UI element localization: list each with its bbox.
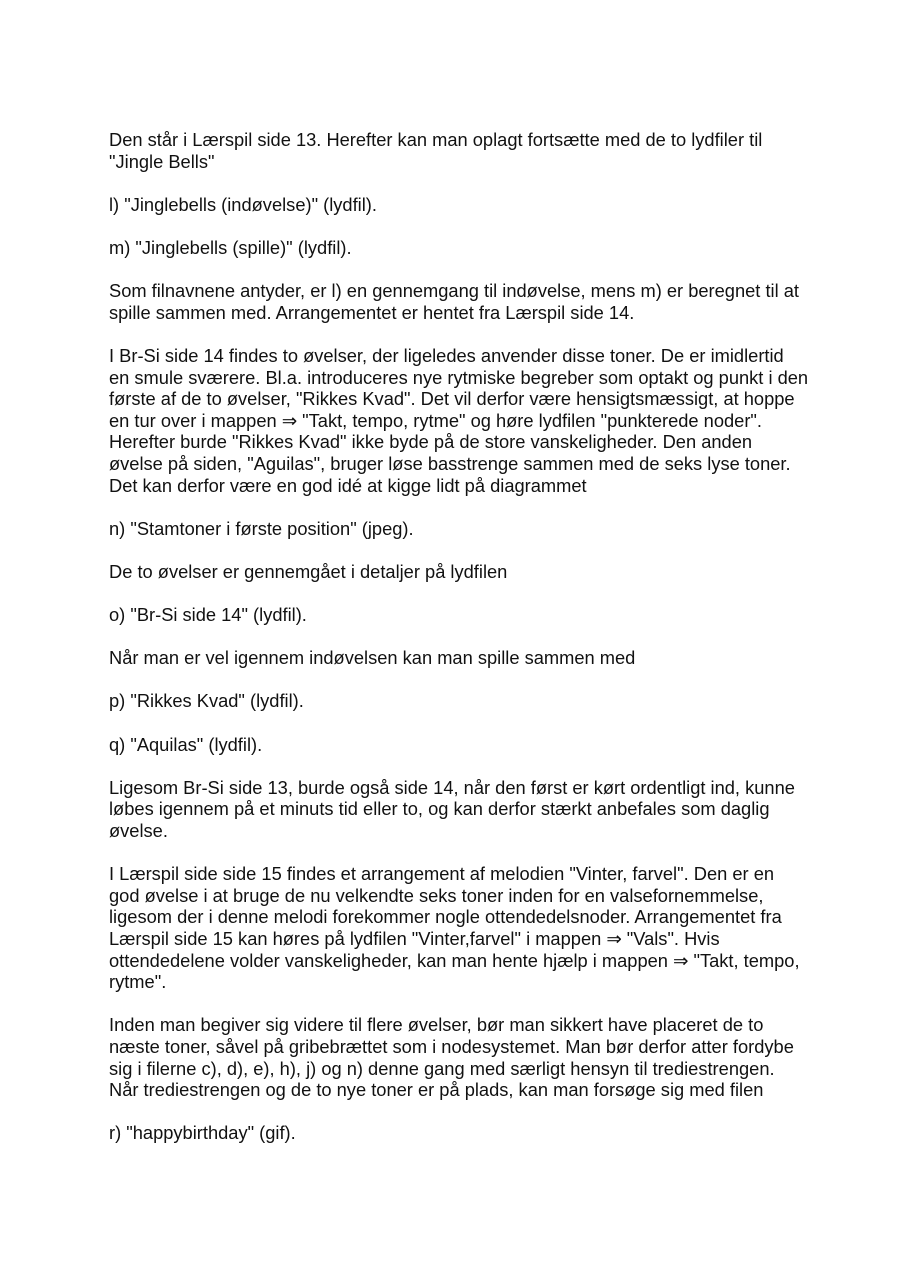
paragraph-br-si-14: I Br-Si side 14 findes to øvelser, der ligeledes anvender disse toner. De er imidlertid en smule sværere. Bl.a. introduceres nye rytmiske begreber som optakt og punkt i den første af de to øvelser, "Rikkes Kvad". Det vil derfor være hensigtsmæssigt, at hoppe en tur over i mappen ⇒ "Takt, tempo, rytme" og høre lydfilen "punkterede noder". Herefter burde "Rikkes Kvad" ikke byde på de store vanskeligheder. Den anden øvelse på siden, "Aguilas", bruger løse basstrenge sammen med de seks lyse toner. Det kan derfor være en god idé at kigge lidt på diagrammet (109, 344, 809, 496)
document-body (109, 129, 809, 1166)
paragraph-play-along: Når man er vel igennem indøvelsen kan man spille sammen med (109, 647, 636, 669)
list-item-q: q) "Aquilas" (lydfil). (109, 733, 263, 755)
paragraph-vinter-farvel: I Lærspil side side 15 findes et arrangement af melodien "Vinter, farvel". Den er en god øvelse i at bruge de nu velkendte seks toner inden for en valsefornemmelse, ligesom der i denne melodi forekommer nogle ottendedelsnoder. Arrangementet fra Lærspil side 15 kan høres på lydfilen "Vinter,farvel" i mappen ⇒ "Vals". Hvis ottendedelene volder vanskeligheder, kan man hente hjælp i mappen ⇒ "Takt, tempo, rytme". (109, 863, 800, 993)
list-item-p: p) "Rikkes Kvad" (lydfil). (109, 690, 304, 712)
paragraph-filenames: Som filnavnene antyder, er l) en gennemgang til indøvelse, mens m) er beregnet til at spille sammen med. Arrangementet er hentet fra Lærspil side 14. (109, 280, 799, 323)
list-item-r: r) "happybirthday" (gif). (109, 1122, 296, 1144)
list-item-l: l) "Jinglebells (indøvelse)" (lydfil). (109, 193, 377, 215)
list-item-m: m) "Jinglebells (spille)" (lydfil). (109, 236, 352, 258)
list-item-n: n) "Stamtoner i første position" (jpeg). (109, 517, 414, 539)
paragraph-exercises: De to øvelser er gennemgået i detaljer på lydfilen (109, 560, 508, 582)
paragraph-daily-exercise: Ligesom Br-Si side 13, burde også side 14, når den først er kørt ordentligt ind, kunne løbes igennem på et minuts tid eller to, og kan derfor stærkt anbefales som daglig øvelse. (109, 776, 795, 841)
list-item-o: o) "Br-Si side 14" (lydfil). (109, 604, 307, 626)
paragraph-intro: Den står i Lærspil side 13. Herefter kan man oplagt fortsætte med de to lydfiler til "Jingle Bells" (109, 129, 763, 172)
paragraph-next-tones: Inden man begiver sig videre til flere øvelser, bør man sikkert have placeret de to næste toner, såvel på gribebrættet som i nodesystemet. Man bør derfor atter fordybe sig i filerne c), d), e), h), j) og n) denne gang med særligt hensyn til trediestrengen. Når trediestrengen og de to nye toner er på plads, kan man forsøge sig med filen (109, 1014, 794, 1101)
